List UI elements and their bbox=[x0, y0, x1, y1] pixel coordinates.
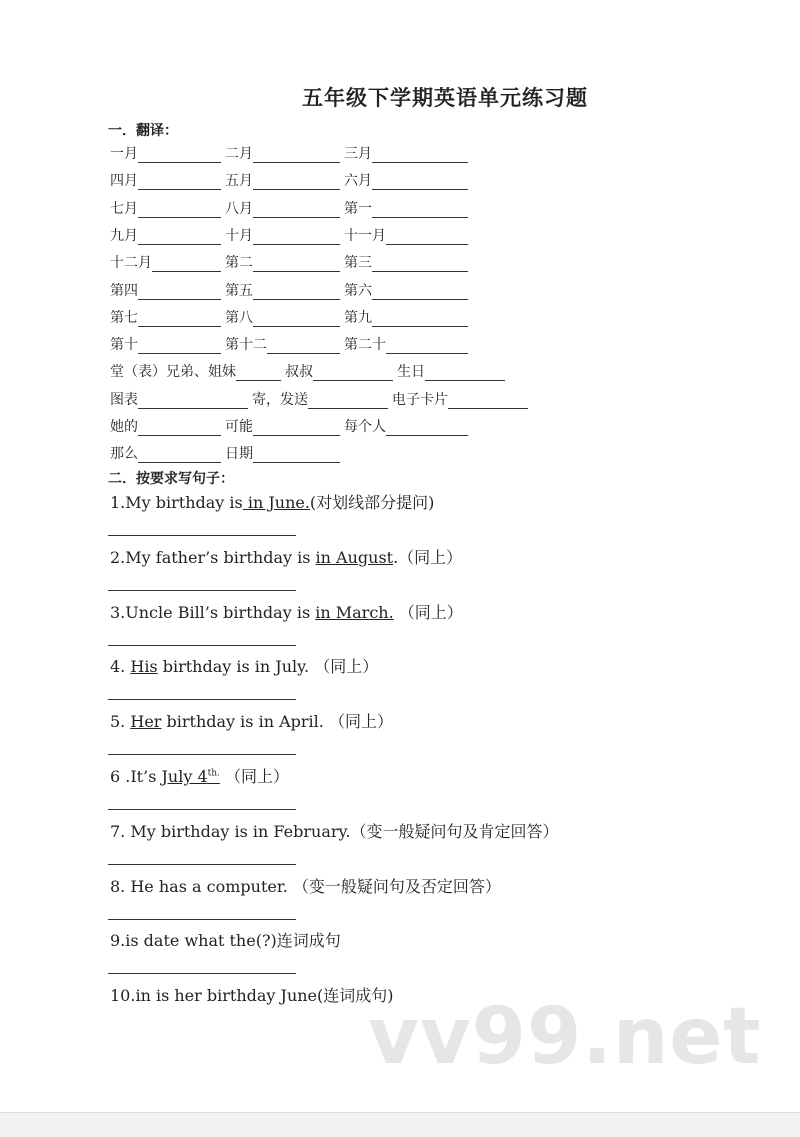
answer-blank[interactable] bbox=[138, 146, 221, 163]
translation-item bbox=[110, 334, 221, 354]
translation-row bbox=[110, 389, 532, 409]
underlined-part: in March. bbox=[315, 602, 394, 622]
translation-item bbox=[225, 334, 340, 354]
answer-line[interactable] bbox=[108, 699, 296, 700]
translation-item bbox=[344, 416, 468, 436]
answer-line[interactable] bbox=[108, 864, 296, 865]
underlined-part: in August bbox=[315, 547, 394, 567]
sentence-text: 6 .It’s bbox=[110, 767, 162, 786]
translation-item bbox=[110, 143, 221, 163]
translation-item bbox=[110, 361, 281, 381]
item-label: 第四 bbox=[110, 282, 138, 299]
superscript: th. bbox=[207, 768, 220, 779]
translation-item bbox=[225, 307, 340, 327]
answer-line[interactable] bbox=[108, 973, 296, 974]
translation-item bbox=[225, 443, 340, 463]
item-label: 第十二 bbox=[225, 337, 267, 354]
watermark: vv99.net bbox=[368, 992, 762, 1082]
item-label: 八月 bbox=[225, 200, 253, 217]
answer-blank[interactable] bbox=[138, 446, 221, 463]
answer-blank[interactable] bbox=[386, 419, 468, 436]
item-label: 十一月 bbox=[344, 227, 386, 244]
answer-blank[interactable] bbox=[425, 364, 505, 381]
answer-line[interactable] bbox=[108, 590, 296, 591]
answer-blank[interactable] bbox=[138, 173, 221, 190]
item-label: 每个人 bbox=[344, 419, 386, 435]
sentence-text: 5. bbox=[110, 712, 131, 732]
section-1-heading: 一．翻译： bbox=[108, 123, 178, 139]
translation-item bbox=[252, 389, 388, 409]
answer-blank[interactable] bbox=[386, 228, 468, 245]
answer-blank[interactable] bbox=[253, 173, 340, 190]
item-label: 第十 bbox=[110, 337, 138, 354]
underlined-part: His bbox=[130, 657, 158, 677]
sentence-text: (对划线部分提问) bbox=[309, 493, 435, 512]
item-label: 第六 bbox=[344, 282, 372, 299]
sentence-text: （同上） bbox=[219, 767, 289, 786]
answer-blank[interactable] bbox=[372, 201, 468, 218]
translation-item bbox=[397, 361, 505, 381]
translation-item bbox=[110, 443, 221, 463]
translation-item bbox=[225, 252, 340, 272]
translation-item bbox=[344, 307, 468, 327]
answer-blank[interactable] bbox=[313, 364, 393, 381]
answer-blank[interactable] bbox=[372, 310, 468, 327]
answer-line[interactable] bbox=[108, 919, 296, 920]
section-2-heading: 二．按要求写句子： bbox=[108, 471, 234, 487]
underlined-part: in June. bbox=[242, 493, 310, 512]
item-label: 五月 bbox=[225, 173, 253, 190]
page-title: 五年级下学期英语单元练习题 bbox=[302, 85, 588, 110]
answer-blank[interactable] bbox=[138, 201, 221, 218]
item-label: 第二十 bbox=[344, 337, 386, 354]
exercise-sentence bbox=[110, 983, 394, 1006]
exercise-sentence bbox=[110, 928, 341, 951]
translation-row bbox=[110, 361, 509, 381]
item-label: 她的 bbox=[110, 419, 138, 435]
item-label: 寄，发送 bbox=[252, 391, 308, 408]
item-label: 第五 bbox=[225, 282, 253, 299]
exercise-sentence bbox=[110, 709, 393, 732]
item-label: 十二月 bbox=[110, 255, 152, 272]
exercise-sentence bbox=[110, 874, 501, 897]
answer-blank[interactable] bbox=[372, 283, 468, 300]
answer-blank[interactable] bbox=[253, 228, 340, 245]
translation-item bbox=[225, 198, 340, 218]
item-label: 那么 bbox=[110, 446, 138, 463]
item-label: 第一 bbox=[344, 200, 372, 217]
underlined-part: Her bbox=[130, 712, 162, 732]
answer-blank[interactable] bbox=[236, 364, 281, 381]
translation-item bbox=[225, 416, 340, 436]
answer-line[interactable] bbox=[108, 809, 296, 810]
translation-item bbox=[110, 252, 221, 272]
translation-item bbox=[344, 170, 468, 190]
sentence-text: birthday is in April. （同上） bbox=[161, 712, 393, 732]
exercise-sentence bbox=[110, 600, 463, 623]
answer-blank[interactable] bbox=[267, 337, 340, 354]
answer-line[interactable] bbox=[108, 754, 296, 755]
item-label: 一月 bbox=[110, 146, 138, 162]
answer-blank[interactable] bbox=[138, 392, 248, 409]
answer-blank[interactable] bbox=[372, 173, 468, 190]
translation-item bbox=[110, 416, 221, 436]
translation-item bbox=[344, 198, 468, 218]
answer-blank[interactable] bbox=[253, 446, 340, 463]
answer-blank[interactable] bbox=[253, 419, 340, 436]
answer-line[interactable] bbox=[108, 645, 296, 646]
exercise-sentence bbox=[110, 654, 378, 677]
item-label: 电子卡片 bbox=[392, 391, 448, 408]
item-label: 叔叔 bbox=[285, 364, 313, 381]
item-label: 生日 bbox=[397, 364, 425, 381]
sentence-text: （同上） bbox=[393, 602, 463, 622]
item-label: 第三 bbox=[344, 255, 372, 272]
answer-blank[interactable] bbox=[372, 255, 468, 272]
answer-blank[interactable] bbox=[308, 392, 388, 409]
sentence-text: 4. bbox=[110, 657, 131, 677]
answer-blank[interactable] bbox=[152, 255, 221, 272]
exercise-sentence bbox=[110, 490, 434, 513]
translation-item bbox=[110, 280, 221, 300]
sentence-text: 10.in is her birthday June(连词成句) bbox=[110, 986, 394, 1006]
answer-blank[interactable] bbox=[138, 337, 221, 354]
item-label: 四月 bbox=[110, 173, 138, 190]
item-label: 第九 bbox=[344, 309, 372, 326]
translation-item bbox=[344, 143, 468, 163]
item-label: 堂（表）兄弟、姐妹 bbox=[110, 364, 236, 381]
translation-item bbox=[110, 198, 221, 218]
item-label: 第七 bbox=[110, 309, 138, 326]
underlined-part: July 4 bbox=[161, 767, 208, 786]
sentence-text: 2.My father’s birthday is bbox=[110, 547, 316, 567]
item-label: 三月 bbox=[344, 146, 372, 162]
answer-blank[interactable] bbox=[138, 419, 221, 436]
item-label: 七月 bbox=[110, 200, 138, 217]
item-label: 六月 bbox=[344, 173, 372, 190]
sentence-text: .（同上） bbox=[393, 547, 463, 567]
translation-item bbox=[225, 225, 340, 245]
answer-blank[interactable] bbox=[448, 392, 528, 409]
translation-item bbox=[344, 252, 468, 272]
translation-item bbox=[344, 334, 468, 354]
exercise-sentence bbox=[110, 819, 559, 842]
translation-item bbox=[225, 170, 340, 190]
exercise-sentence bbox=[110, 545, 462, 568]
item-label: 二月 bbox=[225, 146, 253, 162]
translation-item bbox=[392, 389, 528, 409]
translation-item bbox=[110, 307, 221, 327]
sentence-text: 9.is date what the(?)连词成句 bbox=[110, 931, 341, 951]
sentence-text: 1.My birthday is bbox=[110, 493, 243, 512]
sentence-text: birthday is in July. （同上） bbox=[157, 657, 379, 677]
item-label: 第八 bbox=[225, 309, 253, 326]
translation-item bbox=[110, 170, 221, 190]
answer-blank[interactable] bbox=[386, 337, 468, 354]
item-label: 九月 bbox=[110, 227, 138, 244]
translation-item bbox=[344, 280, 468, 300]
answer-line[interactable] bbox=[108, 535, 296, 536]
exercise-sentence bbox=[110, 764, 289, 787]
answer-blank[interactable] bbox=[253, 310, 340, 327]
translation-item bbox=[225, 143, 340, 163]
answer-blank[interactable] bbox=[253, 283, 340, 300]
answer-blank[interactable] bbox=[253, 201, 340, 218]
translation-item bbox=[110, 389, 248, 409]
item-label: 图表 bbox=[110, 391, 138, 408]
answer-blank[interactable] bbox=[253, 146, 340, 163]
answer-blank[interactable] bbox=[138, 228, 221, 245]
translation-item bbox=[110, 225, 221, 245]
answer-blank[interactable] bbox=[138, 283, 221, 300]
sentence-text: 8. He has a computer. （变一般疑问句及否定回答） bbox=[110, 876, 501, 896]
underlined-part bbox=[208, 767, 220, 786]
translation-item bbox=[225, 280, 340, 300]
translation-item bbox=[344, 225, 468, 245]
item-label: 十月 bbox=[225, 227, 253, 244]
item-label: 日期 bbox=[225, 446, 253, 463]
answer-blank[interactable] bbox=[253, 255, 340, 272]
answer-blank[interactable] bbox=[372, 146, 468, 163]
item-label: 可能 bbox=[225, 419, 253, 435]
answer-blank[interactable] bbox=[138, 310, 221, 327]
sentence-text: 7. My birthday is in February.（变一般疑问句及肯定回答） bbox=[110, 821, 559, 841]
item-label: 第二 bbox=[225, 255, 253, 272]
translation-item bbox=[285, 361, 393, 381]
sentence-text: 3.Uncle Bill’s birthday is bbox=[110, 602, 316, 622]
